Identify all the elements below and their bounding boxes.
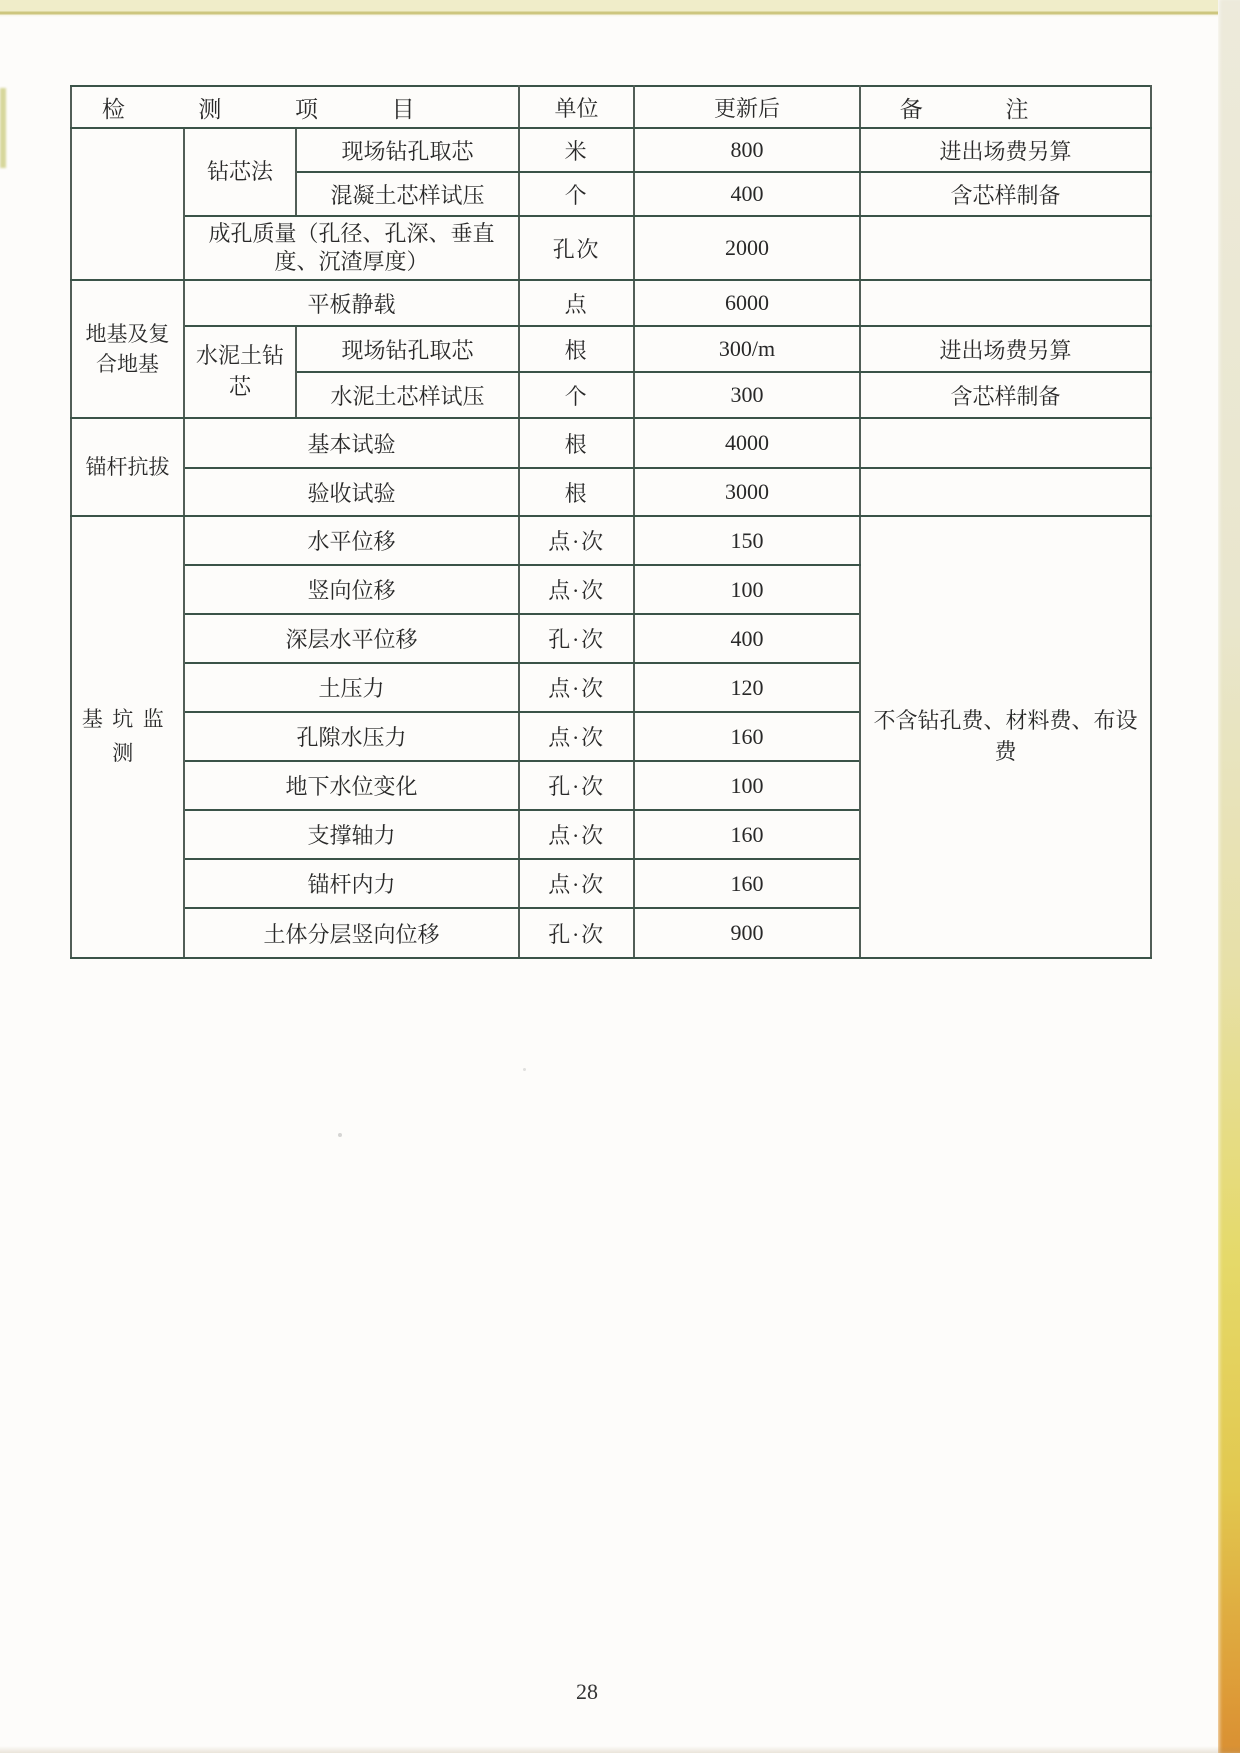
- unit-cell: 点·次: [519, 810, 634, 859]
- header-unit: 单位: [519, 86, 634, 128]
- unit-cell: 点·次: [519, 663, 634, 712]
- table-row: [71, 128, 1151, 172]
- unit-cell: 根: [519, 418, 634, 468]
- scan-top-edge: [0, 0, 1240, 17]
- price-table: [70, 85, 1152, 959]
- remark-cell: [860, 468, 1151, 516]
- price-cell: 160: [634, 859, 860, 908]
- scan-bottom-edge: [0, 1746, 1240, 1753]
- remark-cell: [860, 418, 1151, 468]
- item-cell: 地下水位变化: [184, 761, 519, 810]
- table-row: [71, 216, 1151, 280]
- item-cell: 基本试验: [184, 418, 519, 468]
- price-cell: 100: [634, 761, 860, 810]
- item-cell: 平板静载: [184, 280, 519, 326]
- item-cell: 现场钻孔取芯: [296, 128, 519, 172]
- price-cell: 4000: [634, 418, 860, 468]
- table-row: [71, 418, 1151, 468]
- header-remark: 备注: [860, 86, 1151, 128]
- price-cell: 300: [634, 372, 860, 418]
- remark-cell: [860, 280, 1151, 326]
- remark-cell: 进出场费另算: [860, 326, 1151, 372]
- price-cell: 800: [634, 128, 860, 172]
- unit-cell: 孔·次: [519, 614, 634, 663]
- unit-cell: 孔·次: [519, 908, 634, 958]
- remark-cell: 不含钻孔费、材料费、布设费: [860, 516, 1151, 958]
- remark-cell: 进出场费另算: [860, 128, 1151, 172]
- group-cell: 地基及复合地基: [71, 280, 184, 418]
- item-cell: 锚杆内力: [184, 859, 519, 908]
- table-row: [71, 516, 1151, 565]
- price-cell: 150: [634, 516, 860, 565]
- item-cell: 验收试验: [184, 468, 519, 516]
- item-cell: 水平位移: [184, 516, 519, 565]
- price-cell: 400: [634, 172, 860, 216]
- scan-left-streak: [0, 88, 6, 168]
- unit-cell: 根: [519, 468, 634, 516]
- table-row: [71, 326, 1151, 372]
- price-cell: 100: [634, 565, 860, 614]
- price-cell: 3000: [634, 468, 860, 516]
- item-cell: 土压力: [184, 663, 519, 712]
- page-number: 28: [576, 1679, 598, 1704]
- unit-cell: 点·次: [519, 859, 634, 908]
- price-cell: 2000: [634, 216, 860, 280]
- price-cell: 160: [634, 810, 860, 859]
- unit-cell: 点·次: [519, 516, 634, 565]
- price-cell: 6000: [634, 280, 860, 326]
- remark-cell: 含芯样制备: [860, 372, 1151, 418]
- group-cell: 基坑监测: [71, 516, 184, 958]
- table-row: [71, 468, 1151, 516]
- unit-cell: 根: [519, 326, 634, 372]
- group-cell: [71, 128, 184, 280]
- item-cell: 深层水平位移: [184, 614, 519, 663]
- price-cell: 300/m: [634, 326, 860, 372]
- header-item: 检测项目: [71, 86, 519, 128]
- unit-cell: 点·次: [519, 712, 634, 761]
- item-cell: 竖向位移: [184, 565, 519, 614]
- unit-cell: 孔·次: [519, 761, 634, 810]
- price-cell: 120: [634, 663, 860, 712]
- item-cell: 支撑轴力: [184, 810, 519, 859]
- item-cell: 土体分层竖向位移: [184, 908, 519, 958]
- item-cell: 混凝土芯样试压: [296, 172, 519, 216]
- unit-cell: 点: [519, 280, 634, 326]
- remark-cell: 含芯样制备: [860, 172, 1151, 216]
- scan-speck: [338, 1133, 342, 1137]
- unit-cell: 个: [519, 372, 634, 418]
- remark-cell: [860, 216, 1151, 280]
- item-cell: 成孔质量（孔径、孔深、垂直度、沉渣厚度）: [184, 216, 519, 280]
- price-cell: 400: [634, 614, 860, 663]
- item-cell: 孔隙水压力: [184, 712, 519, 761]
- unit-cell: 米: [519, 128, 634, 172]
- price-cell: 160: [634, 712, 860, 761]
- group-cell: 锚杆抗拔: [71, 418, 184, 516]
- scan-speck: [523, 1068, 526, 1071]
- item-cell: 现场钻孔取芯: [296, 326, 519, 372]
- price-cell: 900: [634, 908, 860, 958]
- unit-cell: 孔次: [519, 216, 634, 280]
- unit-cell: 点·次: [519, 565, 634, 614]
- table-header-row: [71, 86, 1151, 128]
- table-row: [71, 280, 1151, 326]
- subgroup-cell: 水泥土钻芯: [184, 326, 296, 418]
- item-cell: 水泥土芯样试压: [296, 372, 519, 418]
- header-price: 更新后: [634, 86, 860, 128]
- unit-cell: 个: [519, 172, 634, 216]
- subgroup-cell: 钻芯法: [184, 128, 296, 216]
- scan-right-edge: [1218, 0, 1240, 1753]
